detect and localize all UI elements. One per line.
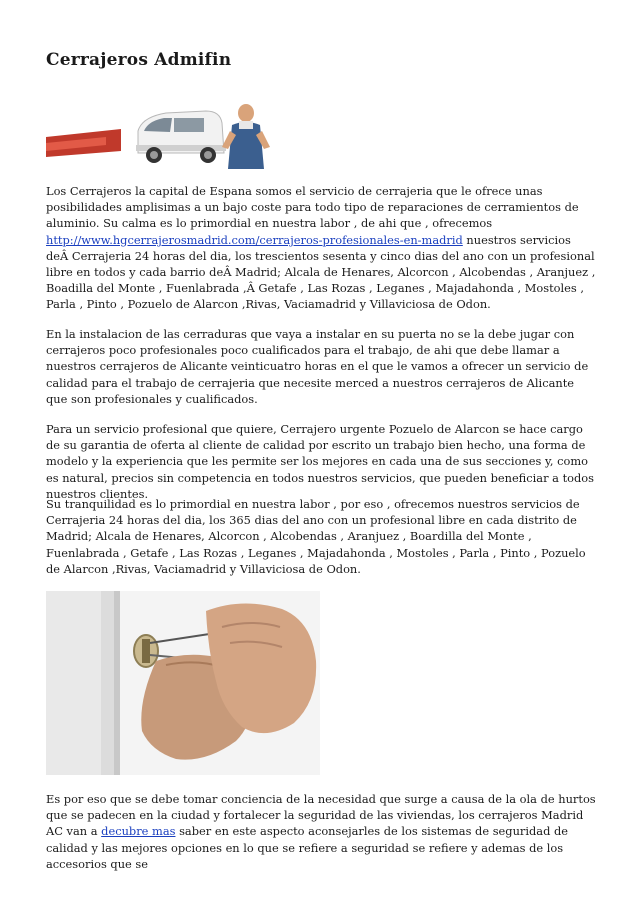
- paragraph-1-text-start: Los Cerrajeros la capital de Espana somos el servicio de cerrajeria que le ofrece unas posibilidades amplisimas a un bajo coste para todo tipo de reparaciones de cerramientos de aluminio. Su calma es lo primordial en nuestra labor , de ahi que , ofrecemos: [46, 184, 579, 231]
- paragraph-3: Para un servicio profesional que quiere, Cerrajero urgente Pozuelo de Alarcon se hace cargo de su garantia de oferta al cliente de calidad por escrito un trabajo bien hecho, una forma de modelo y la experiencia que les permite ser los mejores en cada una de sus secciones y, como es natural, precios sin competencia en todos nuestros servicios, que pueden beneficiar a todos nuestros clientes.: [46, 422, 595, 501]
- paragraph-5-text-start: Es por eso que se debe tomar conciencia de la necesidad que surge a causa de la ola de hurtos que se padecen en la ciudad y fortalecer la seguridad de las viviendas, los cerrajeros Madrid AC van a: [46, 792, 596, 839]
- van-locksmith-image: [46, 101, 296, 169]
- lock-picking-image: [46, 591, 320, 775]
- paragraph-1-text-end: nuestros servicios deÂ Cerrajeria 24 horas del dia, los trescientos sesenta y cinco dias del ano con un profesional libre en todos y cada barrio deÂ Madrid; Alcala de Henares, Alcorcon , Alcobendas , Aranjuez , Boadilla del Monte , Fuenlabrada ,Â Getafe , Las Rozas , Leganes , Majadahonda , Mostoles , Parla , Pinto , Pozuelo de Alarcon ,Rivas, Vaciamadrid y Villaviciosa de Odon.: [46, 232, 596, 312]
- decubre-mas-link[interactable]: decubre mas: [101, 824, 176, 839]
- paragraph-2: En la instalacion de las cerraduras que vaya a instalar en su puerta no se la debe jugar con cerrajeros poco profesionales poco cualificados para el trabajo, de ahi que debe llamar a nuestros cerrajeros de Alicante veinticuatro horas en el que le vamos a ofrecer un servicio de calidad para el trabajo de cerrajeria que necesite merced a nuestros cerrajeros de Alicante que son profesionales y cualificados.: [46, 327, 589, 406]
- page-title: Cerrajeros Admifin: [46, 50, 232, 70]
- paragraph-5-text-end: saber en este aspecto aconsejarles de los sistemas de seguridad de calidad y las mejores opciones en lo que se refiere a seguridad se refiere y ademas de los accesorios que se: [46, 824, 569, 871]
- paragraph-5: [46, 791, 596, 872]
- paragraph-1: [46, 183, 596, 313]
- paragraph-4: Su tranquilidad es lo primordial en nuestra labor , por eso , ofrecemos nuestros servicios de Cerrajeria 24 horas del dia, los 365 dias del ano con un profesional libre en cada distrito de Madrid; Alcala de Henares, Alcorcon , Alcobendas , Aranjuez , Boardilla del Monte , Fuenlabrada , Getafe , Las Rozas , Leganes , Majadahonda , Mostoles , Parla , Pinto , Pozuelo de Alarcon ,Rivas, Vaciamadrid y Villaviciosa de Odon.: [46, 497, 586, 576]
- cerrajeros-profesionales-link[interactable]: http://www.hgcerrajerosmadrid.com/cerrajeros-profesionales-en-madrid: [46, 232, 463, 247]
